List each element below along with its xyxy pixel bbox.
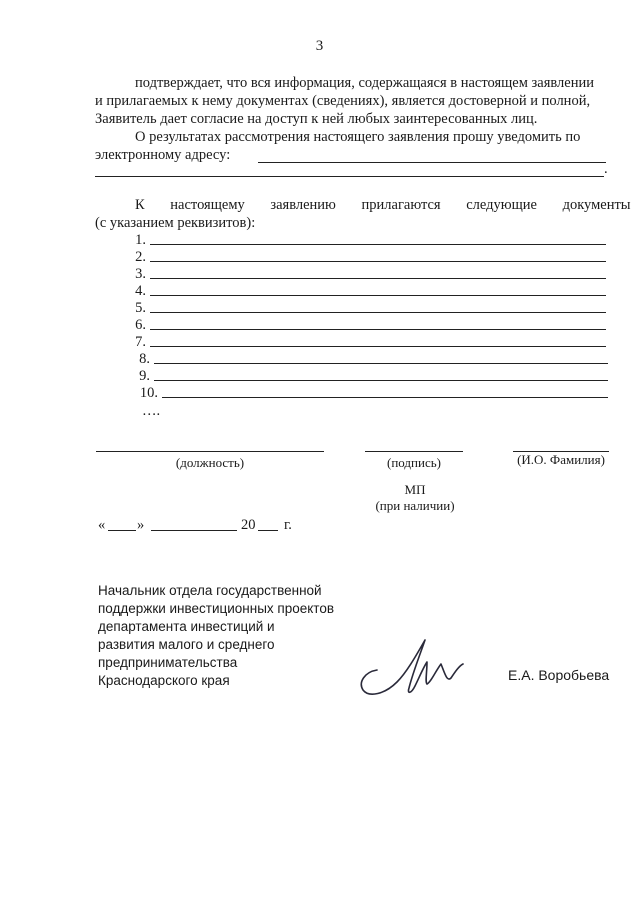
attachment-ellipsis: …. <box>142 403 161 419</box>
signatory-title-line-4: развития малого и среднего <box>98 637 275 652</box>
signatory-name: Е.А. Воробьева <box>508 667 610 683</box>
paragraph1-line3: Заявитель дает согласие на доступ к ней любых заинтересованных лиц. <box>95 111 538 127</box>
attachment-number-8: 8. <box>139 351 150 367</box>
attachment-line-6[interactable] <box>150 329 606 330</box>
attachments-intro-line1 <box>95 196 631 215</box>
signature-line[interactable] <box>365 451 463 452</box>
attachment-number-7: 7. <box>135 334 146 350</box>
attachment-line-10[interactable] <box>162 397 608 398</box>
full-name-caption: (И.О. Фамилия) <box>517 452 605 467</box>
attachments-intro-line2: (с указанием реквизитов): <box>95 215 256 231</box>
attachment-line-1[interactable] <box>150 244 606 245</box>
attachment-number-10: 10. <box>139 385 158 401</box>
attachment-line-2[interactable] <box>150 261 606 262</box>
paragraph1-line1: подтверждает, что вся информация, содержащаяся в настоящем заявлении <box>135 75 594 91</box>
signatory-title-line-3: департамента инвестиций и <box>98 619 275 634</box>
email-underline-2[interactable] <box>95 176 604 177</box>
signature-caption: (подпись) <box>387 455 441 470</box>
date-month-line[interactable] <box>151 530 237 531</box>
attachments-intro-text: К настоящему заявлению прилагаются следующие документы <box>135 197 631 213</box>
signatory-title-line-2: поддержки инвестиционных проектов <box>98 601 335 616</box>
date-year-line[interactable] <box>258 530 278 531</box>
stamp-note: (при наличии) <box>375 498 455 513</box>
signatory-title-line-1: Начальник отдела государственной <box>98 583 322 598</box>
email-underline-1[interactable] <box>258 162 606 163</box>
paragraph1-line2: и прилагаемых к нему документах (сведениях), является достоверной и полной, <box>95 93 591 109</box>
stamp-label: МП <box>404 482 426 497</box>
signatory-title-line-5: предпринимательства <box>98 655 238 670</box>
date-year-suffix: г. <box>284 517 292 533</box>
position-caption: (должность) <box>175 455 245 470</box>
email-end-mark: . <box>604 161 608 177</box>
position-line[interactable] <box>96 451 324 452</box>
date-century: 20 <box>241 517 256 533</box>
attachment-number-4: 4. <box>135 283 146 299</box>
attachment-line-7[interactable] <box>150 346 606 347</box>
paragraph2-line2: электронному адресу: <box>95 147 231 163</box>
attachment-number-9: 9. <box>139 368 150 384</box>
paragraph2-line1: О результатах рассмотрения настоящего заявления прошу уведомить по <box>135 129 581 145</box>
date-open-quote: « <box>98 517 106 533</box>
date-close-quote: » <box>137 517 145 533</box>
page-number: 3 <box>315 38 324 54</box>
attachment-line-5[interactable] <box>150 312 606 313</box>
handwritten-signature-icon <box>355 632 470 702</box>
attachment-number-1: 1. <box>135 232 146 248</box>
attachment-line-3[interactable] <box>150 278 606 279</box>
signatory-title-line-6: Краснодарского края <box>98 673 230 688</box>
attachment-line-8[interactable] <box>154 363 608 364</box>
attachment-line-4[interactable] <box>150 295 606 296</box>
date-day-line[interactable] <box>108 530 136 531</box>
attachment-number-5: 5. <box>135 300 146 316</box>
attachment-number-6: 6. <box>135 317 146 333</box>
signatory-title <box>98 582 334 690</box>
attachment-line-9[interactable] <box>154 380 608 381</box>
attachment-number-2: 2. <box>135 249 146 265</box>
attachment-number-3: 3. <box>135 266 146 282</box>
